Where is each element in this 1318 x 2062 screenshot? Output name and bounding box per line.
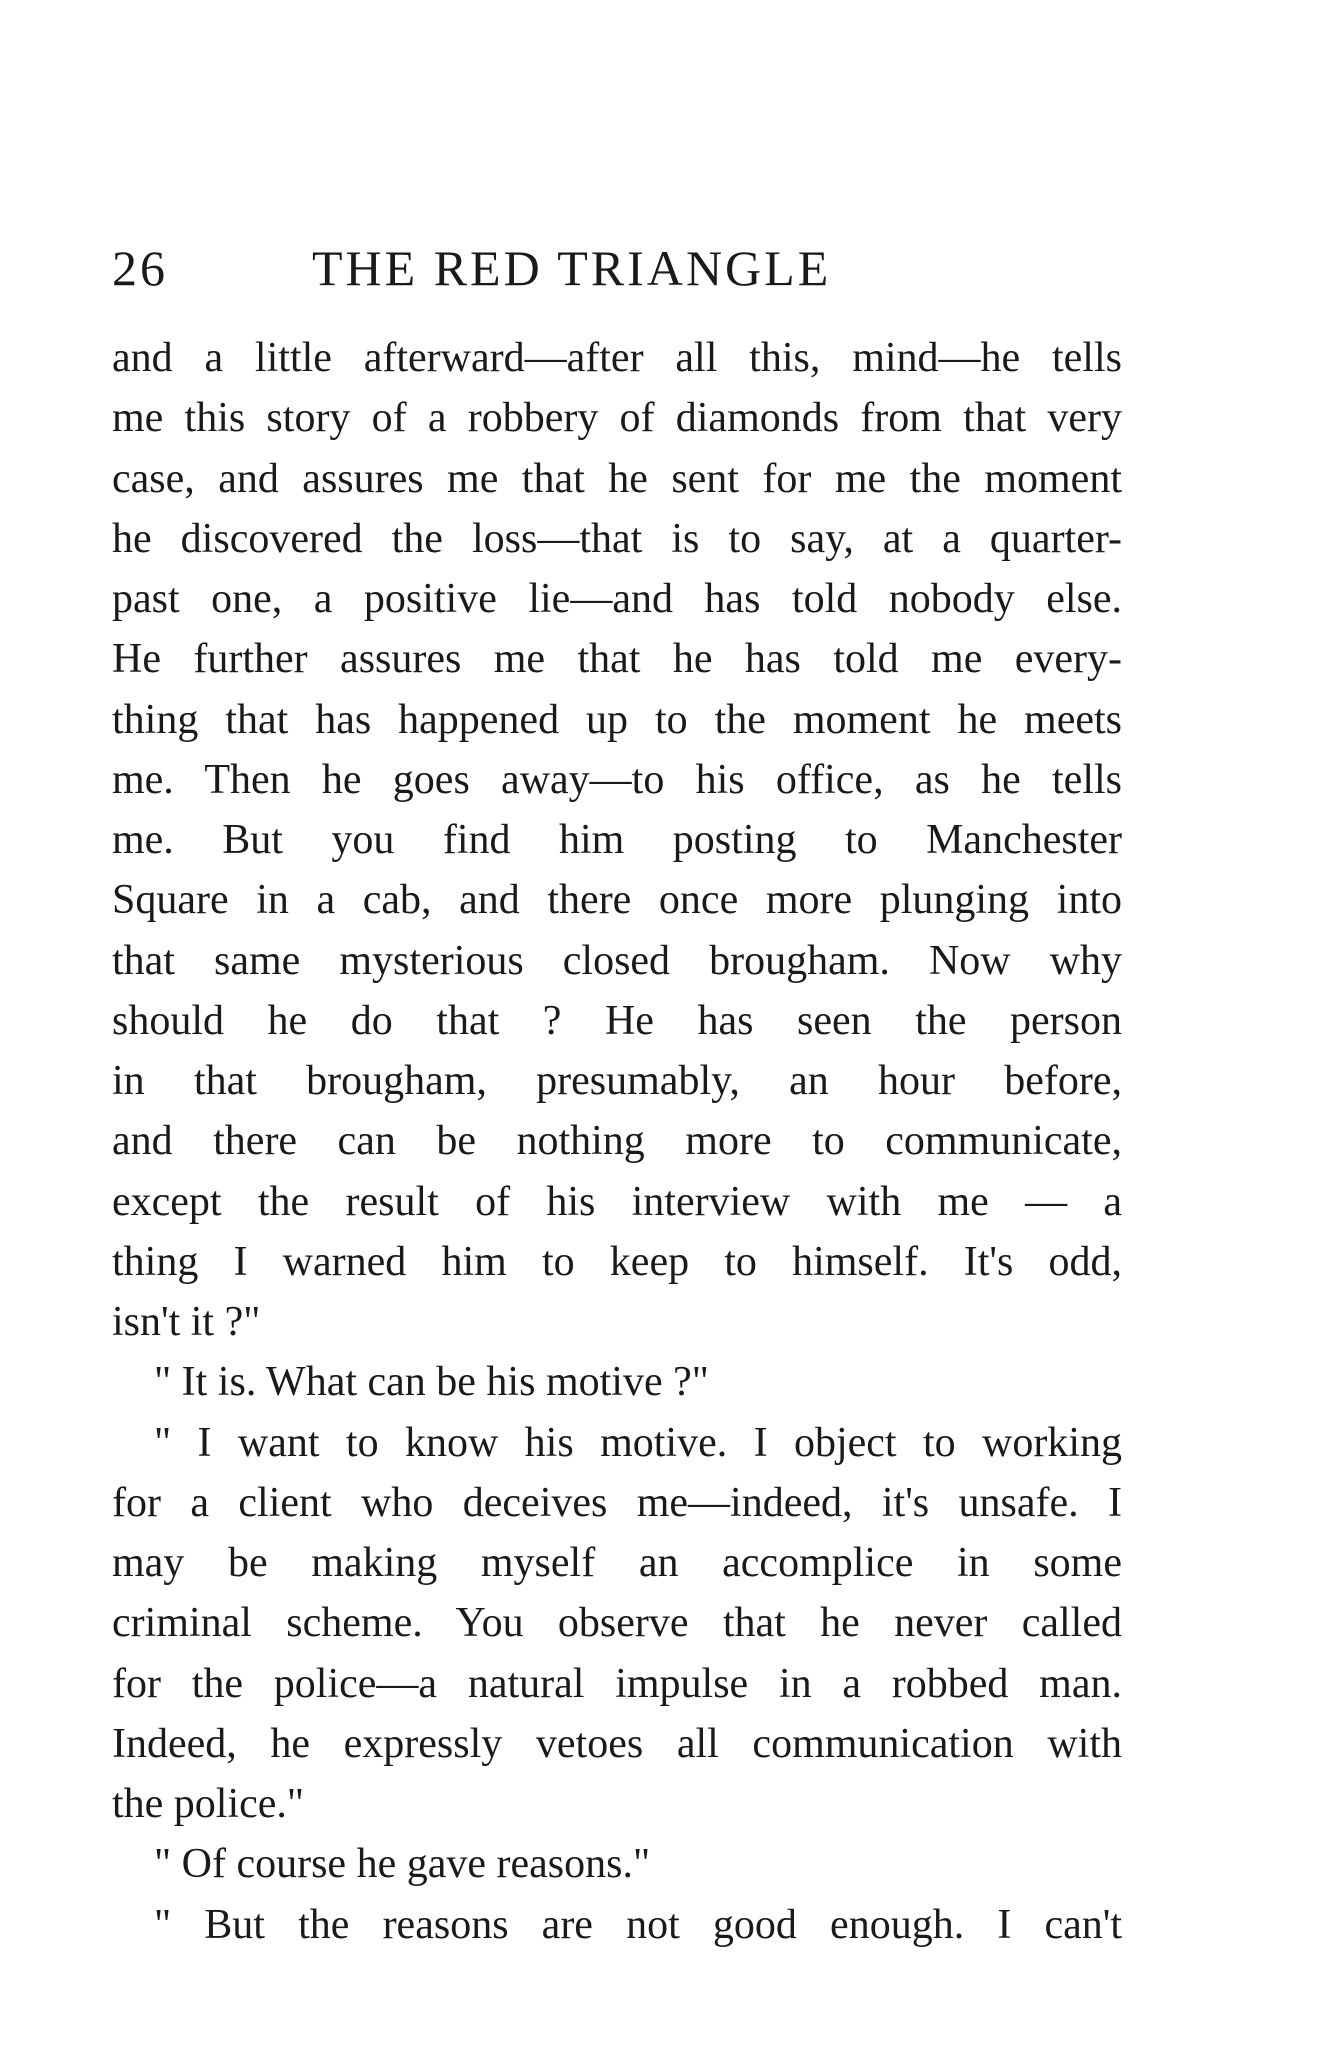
text-line: " It is. What can be his motive ?" (154, 1359, 709, 1406)
text-line: and a little afterward—after all this, mind—he tells (112, 335, 1122, 381)
text-line: He further assures me that he has told me every- (112, 636, 1122, 683)
text-line: me this story of a robbery of diamonds from that very (112, 395, 1122, 442)
text-line: case, and assures me that he sent for me the moment (112, 455, 1122, 502)
text-line: the police." (112, 1781, 305, 1827)
text-line: for the police—a natural impulse in a robbed man. (112, 1660, 1122, 1707)
text-line: he discovered the loss—that is to say, at a quarter- (112, 515, 1122, 562)
text-line: " Of course he gave reasons." (154, 1841, 651, 1888)
text-line: " But the reasons are not good enough. I can't (154, 1901, 1122, 1948)
text-line: Indeed, he expressly vetoes all communication with (112, 1720, 1122, 1767)
text-line: may be making myself an accomplice in some (112, 1540, 1122, 1586)
running-title: THE RED TRIANGLE (312, 240, 832, 296)
text-line: Square in a cab, and there once more plunging into (112, 877, 1122, 924)
text-line: and there can be nothing more to communicate, (112, 1118, 1122, 1165)
text-line: isn't it ?" (112, 1299, 261, 1345)
text-line: should he do that ? He has seen the person (112, 997, 1122, 1044)
body-text (112, 328, 1122, 1955)
text-line: past one, a positive lie—and has told nobody else. (112, 576, 1122, 622)
text-line: except the result of his interview with me — a (112, 1178, 1122, 1225)
text-line: me. Then he goes away—to his office, as he tells (112, 756, 1122, 803)
page-header (112, 238, 1012, 298)
page-number: 26 (112, 240, 168, 296)
text-line: in that brougham, presumably, an hour before, (112, 1058, 1122, 1104)
text-line: criminal scheme. You observe that he never called (112, 1600, 1122, 1647)
text-line: me. But you find him posting to Manchester (112, 817, 1122, 863)
text-line: thing that has happened up to the moment he meets (112, 696, 1122, 743)
text-line: for a client who deceives me—indeed, it's unsafe. I (112, 1479, 1122, 1526)
text-line: " I want to know his motive. I object to working (154, 1419, 1122, 1466)
text-line: thing I warned him to keep to himself. It's odd, (112, 1238, 1122, 1285)
text-line: that same mysterious closed brougham. Now why (112, 937, 1122, 984)
